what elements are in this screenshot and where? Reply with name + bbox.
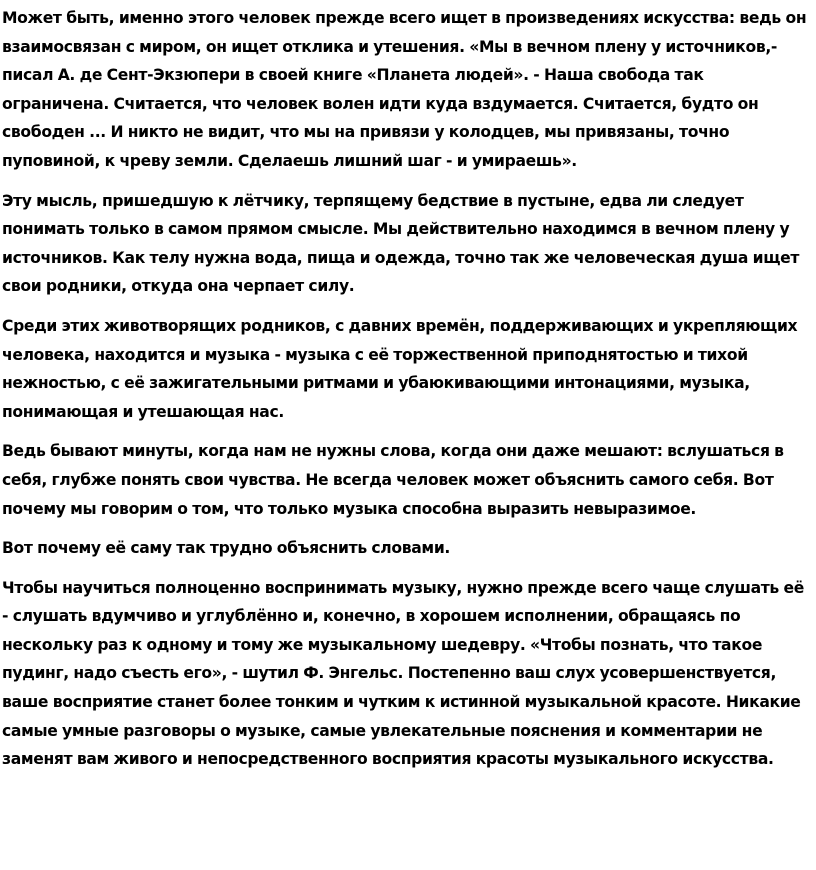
paragraph-1: Может быть, именно этого человек прежде всего ищет в произведениях искусства: ведь он взаимосвязан с миром, он ищет отклика и утешения. «Мы в вечном плену у источников,- писал А. де Сент-Экзюпери в своей книге «Планета людей». - Наша свобода так ограничена. Считается, что человек волен идти куда вздумается. Считается, будто он свободен ... И никто не видит, что мы на привязи у колодцев, мы привязаны, точно пуповиной, к чреву земли. Сделаешь лишний шаг - и умираешь». [2, 9, 807, 170]
document-body [2, 4, 814, 774]
paragraph-4: Ведь бывают минуты, когда нам не нужны слова, когда они даже мешают: вслушаться в себя, глубже понять свои чувства. Не всегда человек может объяснить самого себя. Вот почему мы говорим о том, что только музыка способна выразить невыразимое. [2, 442, 784, 518]
paragraph-6: Чтобы научиться полноценно воспринимать музыку, нужно прежде всего чаще слушать её - слушать вдумчиво и углублённо и, конечно, в хорошем исполнении, обращаясь по нескольку раз к одному и тому же музыкальному шедевру. «Чтобы познать, что такое пудинг, надо съесть его», - шутил Ф. Энгельс. Постепенно ваш слух усовершенствуется, ваше восприятие станет более тонким и чутким к истинной музыкальной красоте. Никакие самые умные разговоры о музыке, самые увлекательные пояснения и комментарии не заменят вам живого и непосредственного восприятия красоты музыкального искусства. [2, 578, 804, 769]
paragraph-3: Среди этих животворящих родников, с давних времён, поддерживающих и укрепляющих человека, находится и музыка - музыка с её торжественной приподнятостью и тихой нежностью, с её зажигательными ритмами и убаюкивающими интонациями, музыка, понимающая и утешающая нас. [2, 316, 798, 421]
paragraph-2: Эту мысль, пришедшую к лётчику, терпящему бедствие в пустыне, едва ли следует понимать только в самом прямом смысле. Мы действительно находимся в вечном плену у источников. Как телу нужна вода, пища и одежда, точно так же человеческая душа ищет свои родники, откуда она черпает силу. [2, 191, 800, 296]
paragraph-5: Вот почему её саму так трудно объяснить словами. [2, 539, 450, 558]
